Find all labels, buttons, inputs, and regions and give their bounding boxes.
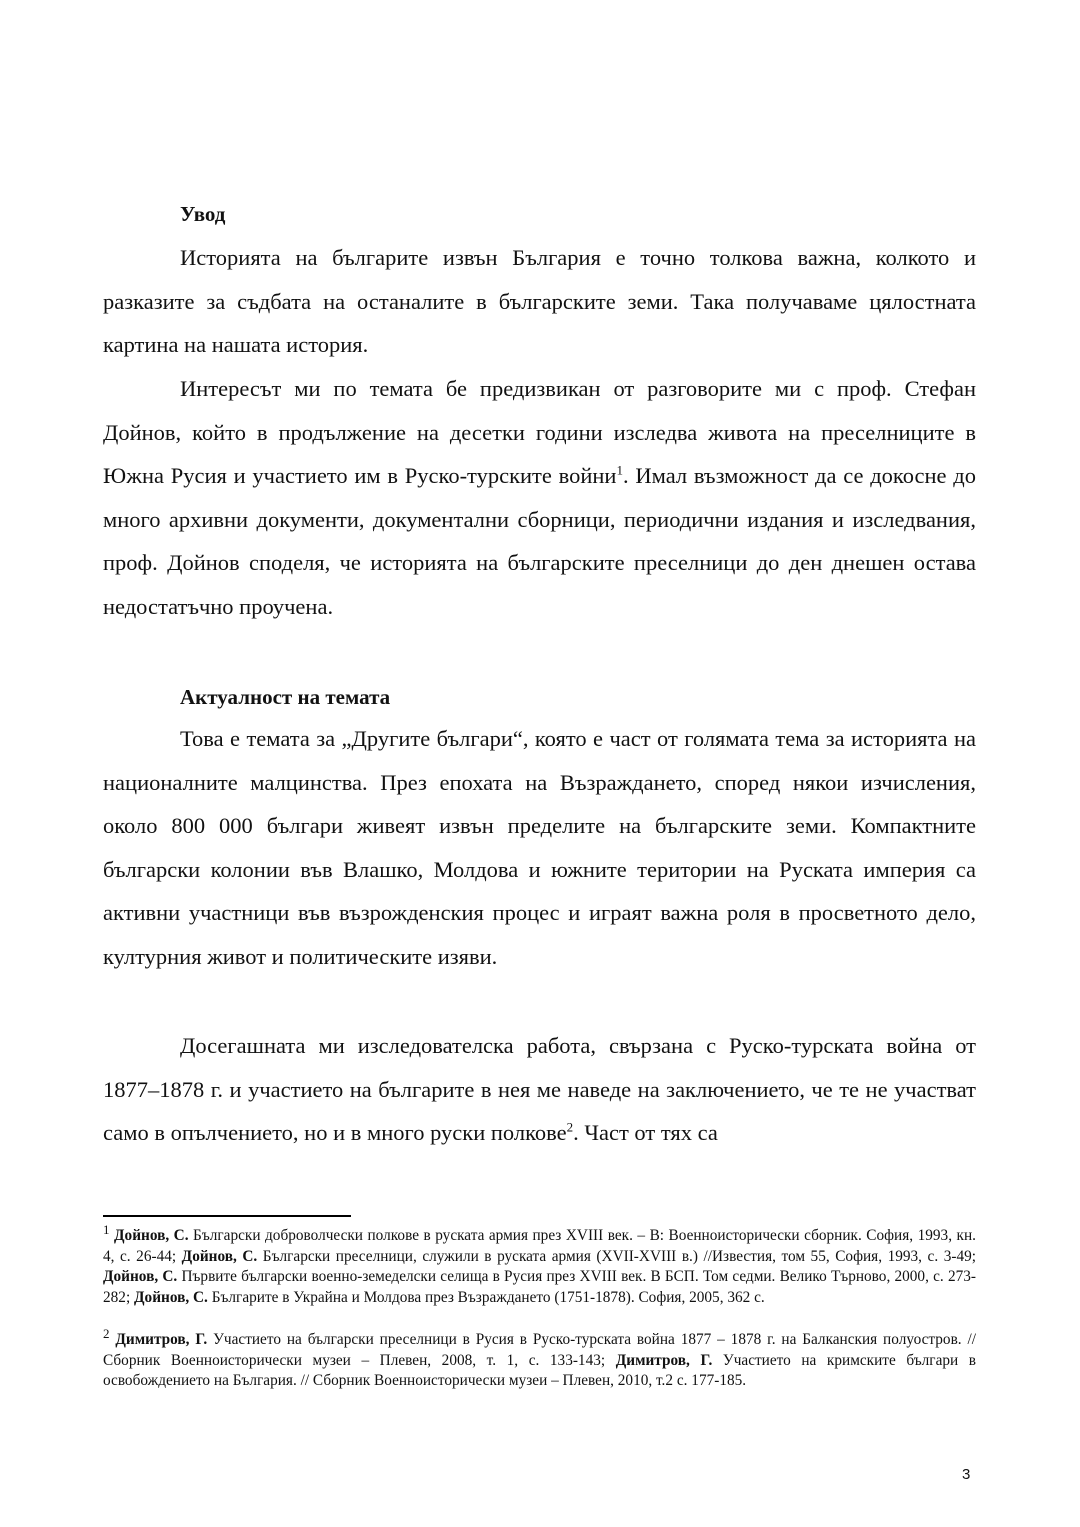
intro-heading: Увод xyxy=(180,202,226,226)
relevance-heading: Актуалност на темата xyxy=(180,685,391,709)
footnote-separator xyxy=(103,1215,351,1217)
relevance-paragraph-1: Това е темата за „Другите българи“, която е част от голямата тема за историята на националните малцинства. През епохата на Възраждането, според някои изчисления, около 800 000 българи живеят извън пределите на българските земи. Компактните български колонии във Влашко, Молдова и южните територии на Руската империя са активни участници във възрожденския процес и играят важна роля в просветното дело, културния живот и политическите изяви. xyxy=(103,726,976,969)
footnote-ref-2[interactable]: 2 xyxy=(566,1119,574,1135)
footnote-2: $^2$ Димитров, Г. Участието на български преселници в Русия в Руско-турската война 1877 – 1878 г. на Балканския полуостров. // Сборник Военноисторически музеи – Плевен, 2008, т. 1, с. 133-143; Димитров, Г. Участието на кримските българи в освобождението на България. // Сборник Военноисторически музеи – Плевен, 2010, т.2 с. 177-185. xyxy=(103,1325,977,1390)
intro-paragraph-2: Интересът ми по темата бе предизвикан от разговорите ми с проф. Стефан Дойнов, който в продължение на десетки години изследва живота на преселниците в Южна Русия и участието им в Руско-турските войни$^1$. Имал възможност да се докосне до много архивни документи, документални сборници, периодични издания и изследвания, проф. Дойнов споделя, че историята на българските преселници до ден днешен остава недостатъчно проучена. xyxy=(103,376,976,619)
footnote-ref-1[interactable]: 1 xyxy=(616,462,623,478)
relevance-paragraph-2: Досегашната ми изследователска работа, свързана с Руско-турската война от 1877–1878 г. и участието на българите в нея ме наведе на заключението, че те не участват само в опълчението, но и в много руски полкове$^2$. Част от тях са xyxy=(103,1033,976,1146)
intro-paragraph-1: Историята на българите извън България е точно толкова важна, колкото и разказите за съдбата на останалите в българските земи. Така получаваме цялостната картина на нашата история. xyxy=(103,245,976,358)
footnote-1: $^1$ Дойнов, С. Български доброволчески полкове в руската армия през XVIII век. – В: Военноисторически сборник. София, 1993, кн. 4, с. 26-44; Дойнов, С. Български преселници, служили в руската армия (XVII-XVIII в.) //Известия, том 55, София, 1993, с. 3-49; Дойнов, С. Първите български военно-земеделски селища в Русия през XVIII век. В БСП. Том седми. Велико Търново, 2000, с. 273-282; Дойнов, С. Българите в Украйна и Молдова през Възраждането (1751-1878). София, 2005, 362 с. xyxy=(103,1221,976,1306)
page-number: 3 xyxy=(962,1466,971,1483)
